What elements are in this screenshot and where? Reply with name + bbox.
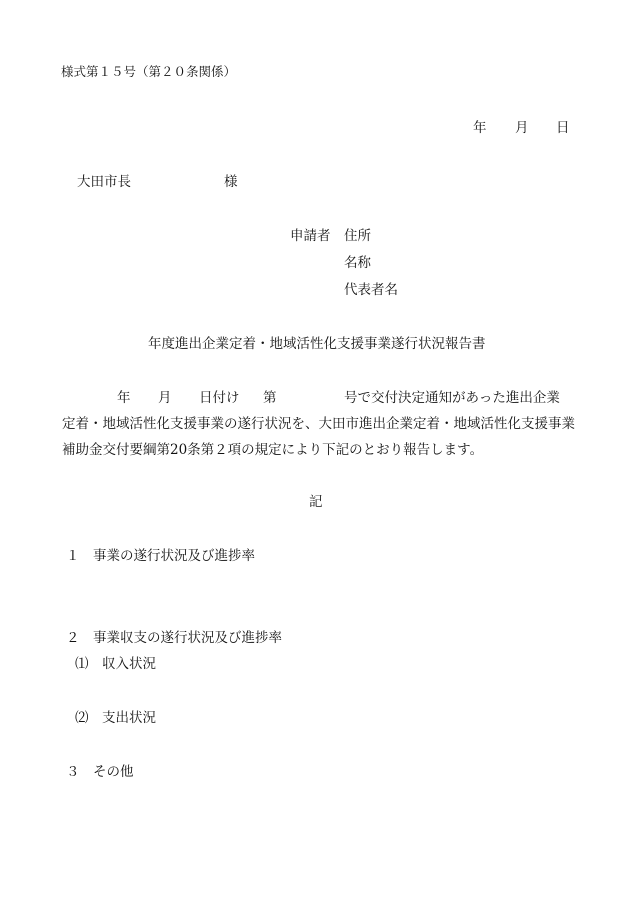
- item-progress-status: １ 事業の遂行状況及び進捗率: [66, 548, 255, 564]
- body-dai-label: 第: [263, 390, 277, 406]
- ki-heading: 記: [309, 494, 323, 510]
- form-number: 様式第１５号（第２０条関係）: [61, 64, 237, 79]
- applicant-name-label: 名称: [344, 255, 371, 271]
- date-year-label: 年: [473, 120, 487, 136]
- item-expense-status: ⑵ 支出状況: [75, 710, 156, 726]
- body-line-3: 補助金交付要綱第20条第２項の規定により下記のとおり報告します。: [62, 442, 484, 458]
- body-line-1-rest: 号で交付決定通知があった進出企業: [344, 390, 560, 406]
- body-month-label: 月: [158, 390, 172, 406]
- body-year-label: 年: [117, 390, 131, 406]
- document-title: 年度進出企業定着・地域活性化支援事業遂行状況報告書: [148, 336, 486, 352]
- item-income-expense-status: ２ 事業収支の遂行状況及び進捗率: [66, 630, 282, 646]
- item-income-status: ⑴ 収入状況: [75, 656, 156, 672]
- addressee-name: 大田市長: [77, 174, 131, 190]
- applicant-address-label: 住所: [344, 228, 371, 244]
- item-other: ３ その他: [66, 764, 134, 780]
- addressee-honorific: 様: [224, 174, 238, 190]
- body-dated-label: 日付け: [199, 390, 240, 406]
- date-month-label: 月: [515, 120, 529, 136]
- date-day-label: 日: [556, 120, 570, 136]
- applicant-label: 申請者: [290, 228, 331, 244]
- applicant-representative-label: 代表者名: [344, 282, 398, 298]
- body-line-2: 定着・地域活性化支援事業の遂行状況を、大田市進出企業定着・地域活性化支援事業: [62, 416, 575, 432]
